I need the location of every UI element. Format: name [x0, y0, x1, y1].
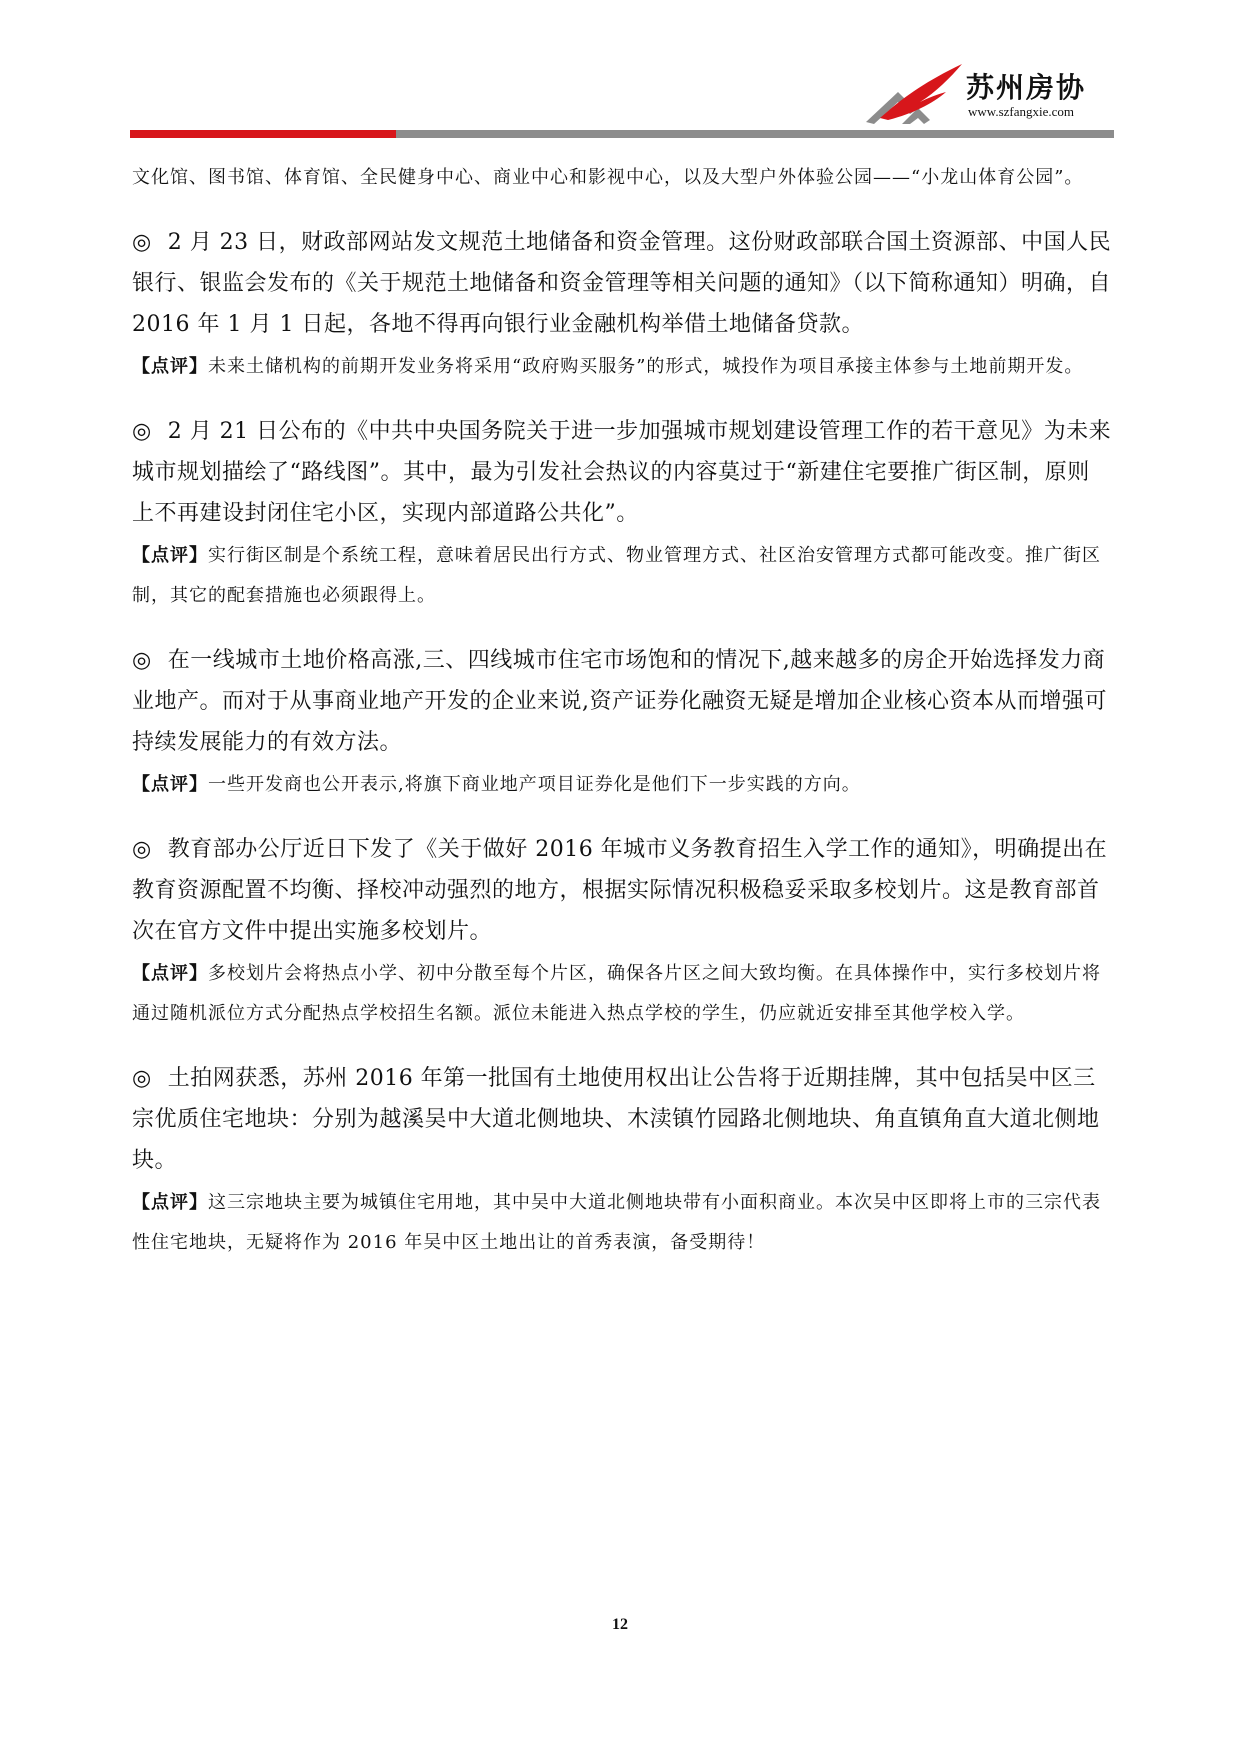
page-header	[0, 0, 1240, 140]
news-item-1	[132, 222, 1112, 387]
comment-body: 这三宗地块主要为城镇住宅用地，其中吴中大道北侧地块带有小面积商业。本次吴中区即将上市的三宗代表性住宅地块，无疑将作为 2016 年吴中区土地出让的首秀表演，备受期待！	[132, 1192, 1101, 1253]
comment-label: 【点评】	[132, 1192, 208, 1213]
comment-label: 【点评】	[132, 356, 208, 377]
news-item-text	[132, 640, 1112, 763]
header-rule-red	[130, 130, 396, 138]
header-rule-gray	[396, 130, 1114, 138]
news-item-body: 2 月 21 日公布的《中共中央国务院关于进一步加强城市规划建设管理工作的若干意见》为未来城市规划描绘了“路线图”。其中，最为引发社会热议的内容莫过于“新建住宅要推广街区制，原则上不再建设封闭住宅小区，实现内部道路公共化”。	[132, 419, 1112, 526]
news-item-text	[132, 829, 1112, 952]
news-item-body: 土拍网获悉，苏州 2016 年第一批国有土地使用权出让公告将于近期挂牌，其中包括吴中区三宗优质住宅地块：分别为越溪吴中大道北侧地块、木渎镇竹园路北侧地块、角直镇角直大道北侧地块。	[132, 1066, 1100, 1173]
news-item-4	[132, 829, 1112, 1034]
org-website: www.szfangxie.com	[968, 104, 1075, 119]
intro-paragraph: 文化馆、图书馆、体育馆、全民健身中心、商业中心和影视中心，以及大型户外体验公园——“小龙山体育公园”。	[132, 167, 1084, 188]
bullet-circle-icon: ◎	[132, 837, 152, 862]
comment-body: 实行街区制是个系统工程，意味着居民出行方式、物业管理方式、社区治安管理方式都可能改变。推广街区制，其它的配套措施也必须跟得上。	[132, 545, 1101, 606]
comment-label: 【点评】	[132, 774, 208, 795]
comment-paragraph	[132, 1183, 1112, 1263]
page-number: 12	[612, 1616, 628, 1633]
news-item-text	[132, 1058, 1112, 1181]
quill-roof-logo-icon	[858, 62, 968, 132]
news-item-2	[132, 411, 1112, 616]
news-item-3	[132, 640, 1112, 805]
news-item-body: 教育部办公厅近日下发了《关于做好 2016 年城市义务教育招生入学工作的通知》，明确提出在教育资源配置不均衡、择校冲动强烈的地方，根据实际情况积极稳妥采取多校划片。这是教育部首次在官方文件中提出实施多校划片。	[132, 837, 1108, 944]
comment-body: 多校划片会将热点小学、初中分散至每个片区，确保各片区之间大致均衡。在具体操作中，实行多校划片将通过随机派位方式分配热点学校招生名额。派位未能进入热点学校的学生，仍应就近安排至其他学校入学。	[132, 963, 1101, 1024]
news-item-body: 2 月 23 日，财政部网站发文规范土地储备和资金管理。这份财政部联合国土资源部、中国人民银行、银监会发布的《关于规范土地储备和资金管理等相关问题的通知》（以下简称通知）明确，自 2016 年 1 月 1 日起，各地不得再向银行业金融机构举借土地储备贷款。	[132, 230, 1112, 337]
main-content	[132, 158, 1112, 1263]
comment-body: 一些开发商也公开表示,将旗下商业地产项目证券化是他们下一步实践的方向。	[208, 774, 861, 795]
bullet-circle-icon: ◎	[132, 648, 152, 673]
news-item-5	[132, 1058, 1112, 1263]
comment-label: 【点评】	[132, 963, 208, 984]
comment-paragraph	[132, 954, 1112, 1034]
comment-paragraph	[132, 347, 1112, 387]
bullet-circle-icon: ◎	[132, 419, 152, 444]
bullet-circle-icon: ◎	[132, 1066, 152, 1091]
news-item-text	[132, 411, 1112, 534]
org-logo	[858, 62, 1118, 132]
org-name: 苏州房协	[966, 71, 1087, 104]
comment-paragraph	[132, 536, 1112, 616]
comment-body: 未来土储机构的前期开发业务将采用“政府购买服务”的形式，城投作为项目承接主体参与土地前期开发。	[208, 356, 1084, 377]
bullet-circle-icon: ◎	[132, 230, 152, 255]
news-item-text	[132, 222, 1112, 345]
news-item-body: 在一线城市土地价格高涨,三、四线城市住宅市场饱和的情况下,越来越多的房企开始选择发力商业地产。而对于从事商业地产开发的企业来说,资产证券化融资无疑是增加企业核心资本从而增强可持续发展能力的有效方法。	[132, 648, 1107, 755]
comment-label: 【点评】	[132, 545, 208, 566]
comment-paragraph	[132, 765, 1112, 805]
